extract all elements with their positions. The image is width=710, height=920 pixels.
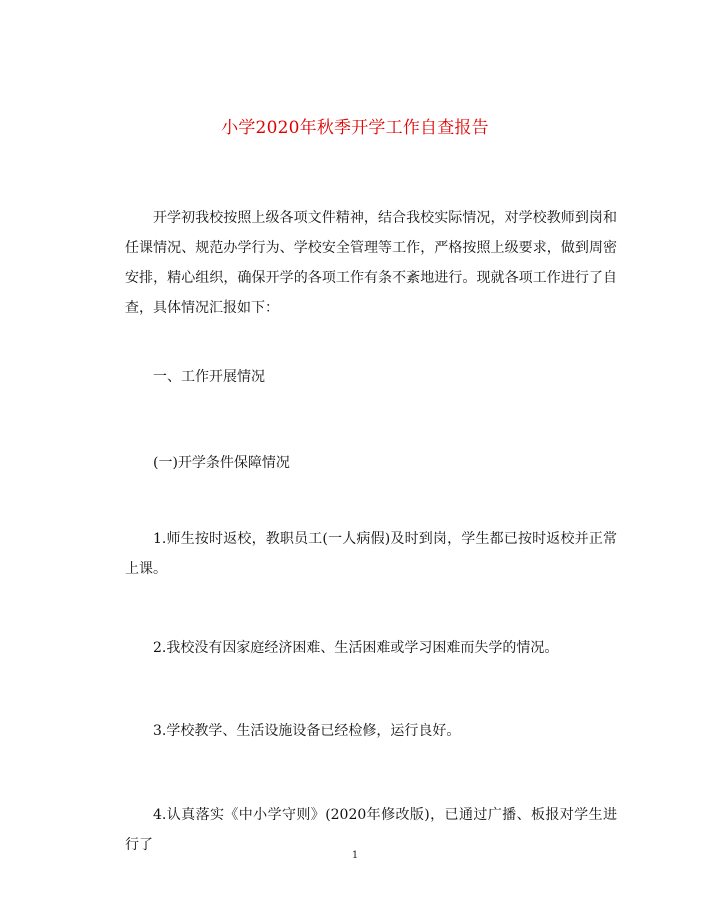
subsection-heading: (一)开学条件保障情况 (153, 455, 290, 471)
page-number: 1 (351, 850, 359, 861)
section-heading: 一、工作开展情况 (153, 369, 265, 385)
list-item-1: 1.师生按时返校，教职员工(一人病假)及时到岗，学生都已按时返校并正常上课。 (125, 531, 617, 577)
list-item-3: 3.学校教学、生活设施设备已经检修，运行良好。 (153, 723, 461, 739)
list-item-2: 2.我校没有因家庭经济困难、生活困难或学习困难而失学的情况。 (153, 640, 559, 656)
document-title: 小学2020年秋季开学工作自查报告 (221, 118, 489, 138)
list-item-4: 4.认真落实《中小学守则》(2020年修改版)，已通过广播、板报对学生进行了 (125, 807, 617, 853)
intro-paragraph: 开学初我校按照上级各项文件精神，结合我校实际情况，对学校教师到岗和任课情况、规范办学行为、学校安全管理等工作，严格按照上级要求，做到周密安排，精心组织，确保开学的各项工作有条不紊地进行。现就各项工作进行了自查，具体情况汇报如下： (125, 210, 617, 316)
